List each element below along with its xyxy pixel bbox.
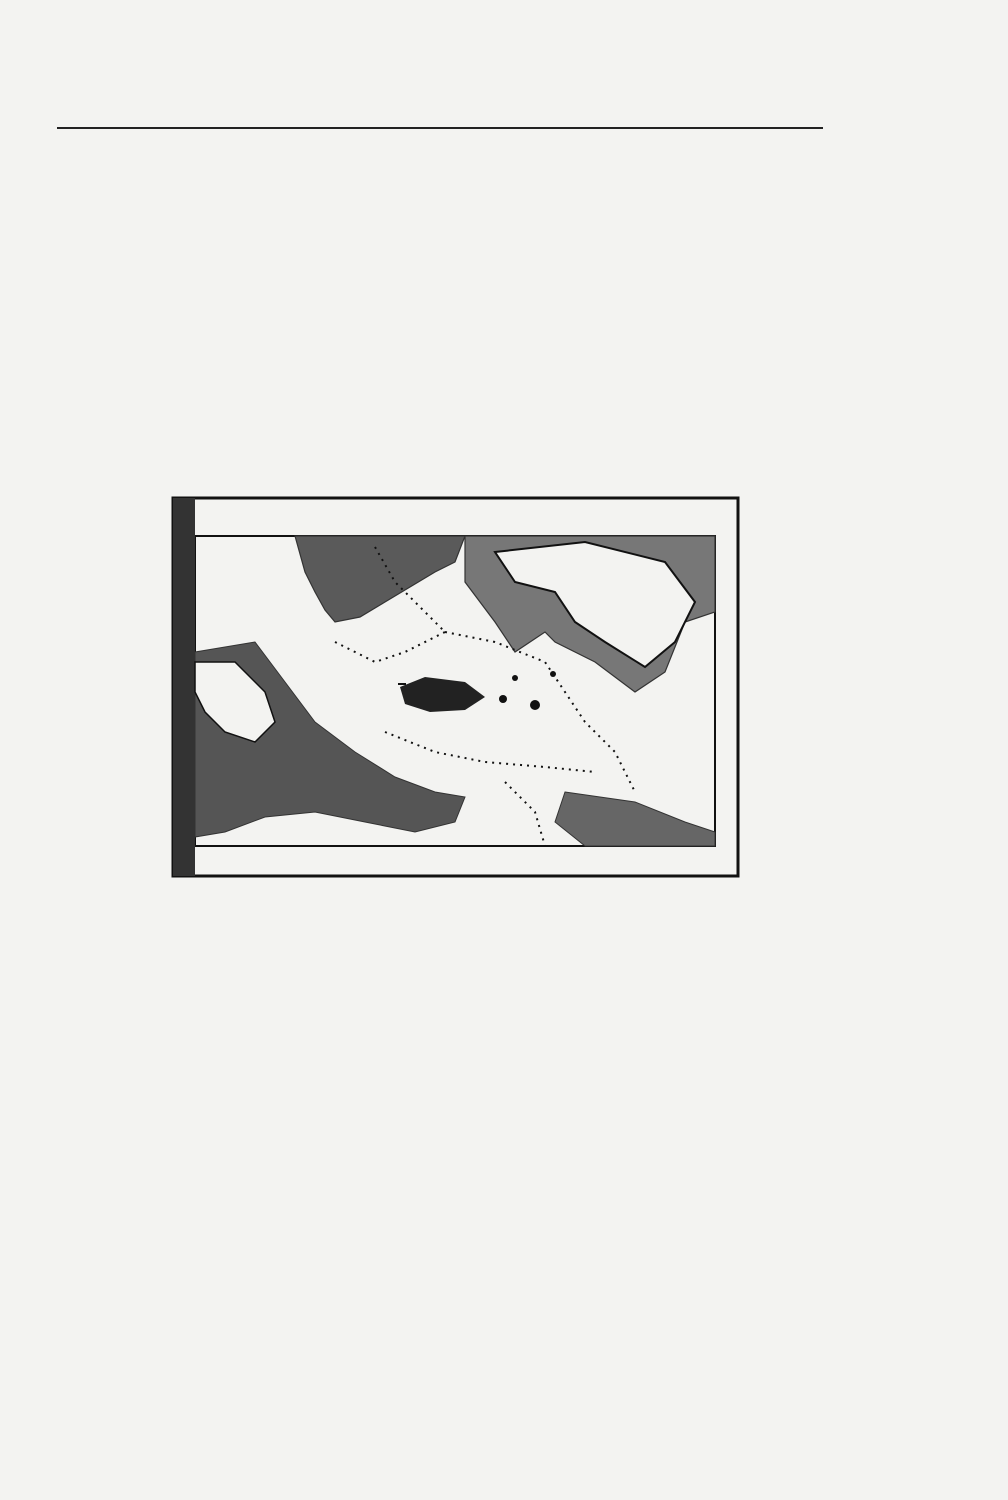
map-label-kopais <box>398 683 406 685</box>
map-lake-kopais <box>400 677 485 712</box>
map-city-dots <box>499 671 556 710</box>
map-figure <box>165 492 745 884</box>
map-sea-top <box>295 536 715 692</box>
map-sea-hatch <box>173 498 195 876</box>
header-rule <box>57 127 823 129</box>
